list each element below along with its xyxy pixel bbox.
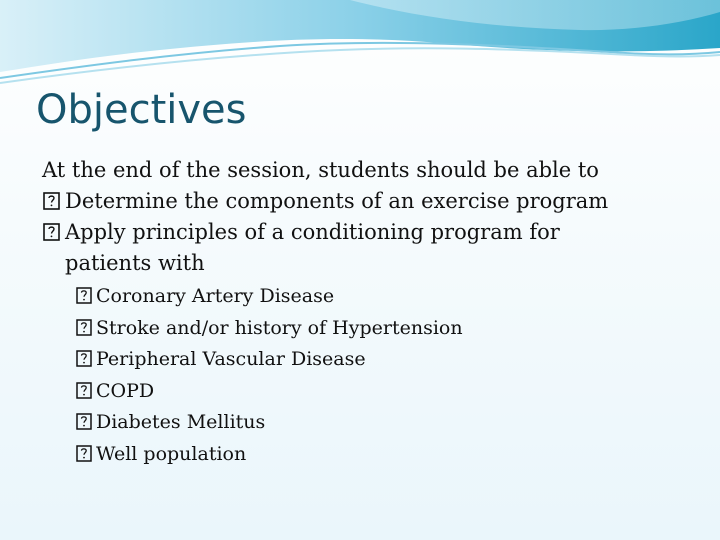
bullet-text: Apply principles of a conditioning program for: [65, 220, 560, 244]
list-item: [75, 376, 702, 408]
bullet-text: Determine the components of an exercise program: [65, 189, 609, 213]
bullet-determine-components: [42, 186, 702, 217]
slide-title: Objectives: [36, 87, 247, 133]
slide-content: [42, 155, 702, 470]
condition-list: [42, 281, 702, 470]
list-item-text: Diabetes Mellitus: [96, 411, 266, 433]
list-item: [75, 344, 702, 376]
missing-glyph-box-icon: [75, 412, 95, 431]
list-item-text: COPD: [96, 379, 155, 402]
missing-glyph-box-icon: [75, 286, 95, 305]
list-item-text: Well population: [96, 442, 247, 465]
intro-text: At the end of the session, students should be able to: [42, 158, 599, 182]
list-item: [75, 281, 702, 313]
missing-glyph-box-icon: [75, 444, 95, 463]
missing-glyph-box-icon: [75, 381, 95, 400]
list-item: [75, 407, 702, 439]
list-item: [75, 313, 702, 345]
list-item: [75, 439, 702, 471]
bullet-text-continuation: patients with: [65, 251, 205, 275]
bullet-apply-principles: [42, 217, 702, 279]
list-item-text: Coronary Artery Disease: [96, 285, 335, 307]
decorative-wave-icon: [0, 0, 720, 90]
missing-glyph-box-icon: [75, 318, 95, 337]
missing-glyph-box-icon: [42, 191, 64, 211]
missing-glyph-box-icon: [42, 222, 64, 242]
list-item-text: Stroke and/or history of Hypertension: [96, 316, 463, 339]
list-item-text: Peripheral Vascular Disease: [96, 348, 366, 370]
missing-glyph-box-icon: [75, 349, 95, 368]
